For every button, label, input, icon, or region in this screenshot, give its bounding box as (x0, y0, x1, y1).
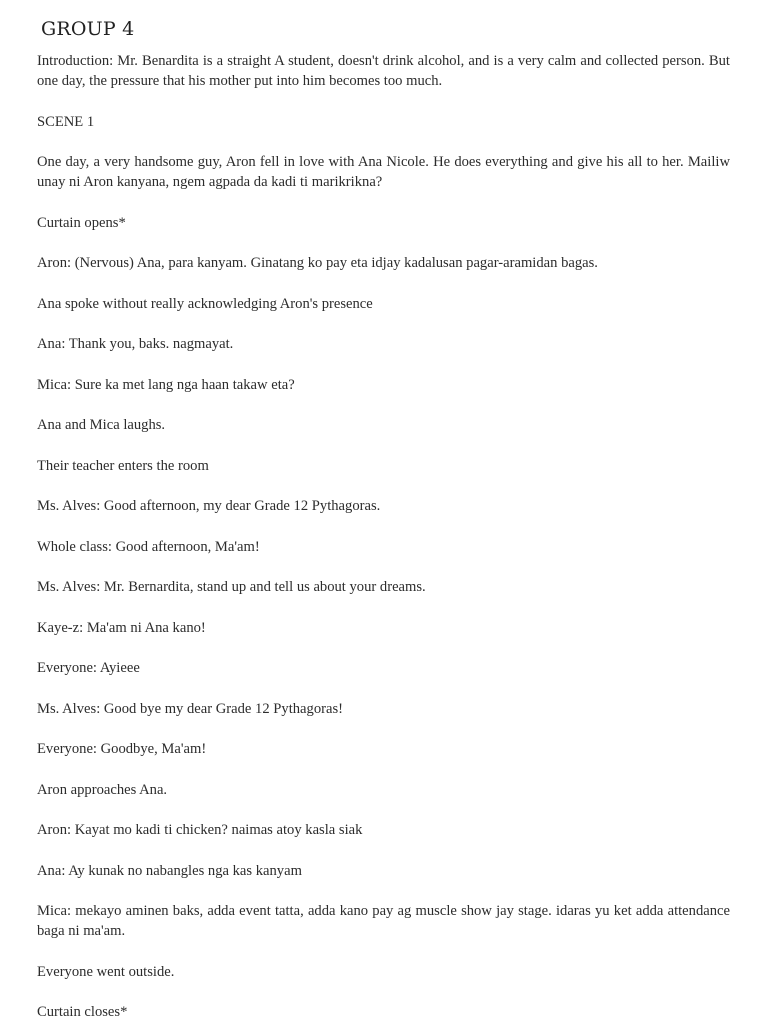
dialogue-line: Mica: mekayo aminen baks, adda event tatta, adda kano pay ag muscle show jay stage. idaras yu ket adda attendance baga ni ma'am. (37, 903, 730, 939)
paragraph-spacer (37, 941, 730, 962)
dialogue-line: Everyone: Goodbye, Ma'am! (37, 741, 207, 757)
stage-direction: Curtain opens* (37, 214, 126, 231)
paragraph-spacer (37, 840, 730, 861)
dialogue-line: Ms. Alves: Mr. Bernardita, stand up and tell us about your dreams. (37, 579, 426, 595)
paragraph-spacer (37, 800, 730, 821)
paragraph-spacer (37, 476, 730, 497)
paragraph-spacer (37, 91, 730, 112)
stage-direction: Ana and Mica laughs. (37, 417, 166, 433)
paragraph-spacer (37, 638, 730, 659)
dialogue-line: Mica: Sure ka met lang nga haan takaw eta? (37, 376, 295, 393)
paragraph-spacer (37, 354, 730, 375)
dialogue-line: Aron: Kayat mo kadi ti chicken? naimas atoy kasla siak (37, 822, 363, 838)
paragraph-spacer (37, 314, 730, 335)
paragraph-spacer (37, 982, 730, 1003)
paragraph-scene-description: One day, a very handsome guy, Aron fell in love with Ana Nicole. He does everything and give his all to her. Mailiw unay ni Aron kanyana, ngem agpada da kadi ti marikrikna? (37, 154, 730, 190)
document-page (37, 16, 730, 1022)
paragraph-spacer (37, 435, 730, 456)
paragraph-spacer (37, 516, 730, 537)
paragraph-spacer (37, 233, 730, 254)
dialogue-line: Ms. Alves: Good bye my dear Grade 12 Pythagoras! (37, 700, 344, 717)
dialogue-line: Kaye-z: Ma'am ni Ana kano! (37, 619, 206, 636)
stage-direction: Their teacher enters the room (37, 457, 209, 474)
dialogue-line: Ms. Alves: Good afternoon, my dear Grade 12 Pythagoras. (37, 498, 381, 514)
dialogue-line: Ana: Ay kunak no nabangles nga kas kanyam (37, 862, 302, 879)
paragraph-spacer (37, 132, 730, 153)
dialogue-line: Ana: Thank you, baks. nagmayat. (37, 336, 234, 352)
paragraph-spacer (37, 273, 730, 294)
paragraph-spacer (37, 395, 730, 416)
paragraph-spacer (37, 678, 730, 699)
stage-direction: Ana spoke without really acknowledging Aron's presence (37, 295, 373, 312)
paragraph-spacer (37, 881, 730, 902)
paragraph-spacer (37, 759, 730, 780)
stage-direction: Curtain closes* (37, 1004, 128, 1020)
paragraph-spacer (37, 597, 730, 618)
paragraph-spacer (37, 719, 730, 740)
dialogue-line: Whole class: Good afternoon, Ma'am! (37, 538, 260, 555)
paragraph-introduction: Introduction: Mr. Benardita is a straight A student, doesn't drink alcohol, and is a very calm and collected person. But one day, the pressure that his mother put into him becomes too much. (37, 53, 730, 89)
paragraph-spacer (37, 557, 730, 578)
dialogue-line: Everyone: Ayieee (37, 660, 140, 676)
dialogue-line: Aron: (Nervous) Ana, para kanyam. Ginatang ko pay eta idjay kadalusan pagar-aramidan bagas. (37, 255, 598, 271)
paragraph-spacer (37, 192, 730, 213)
scene-heading: SCENE 1 (37, 113, 95, 130)
stage-direction: Aron approaches Ana. (37, 781, 168, 798)
stage-direction: Everyone went outside. (37, 963, 175, 980)
document-title: GROUP 4 (41, 18, 135, 40)
